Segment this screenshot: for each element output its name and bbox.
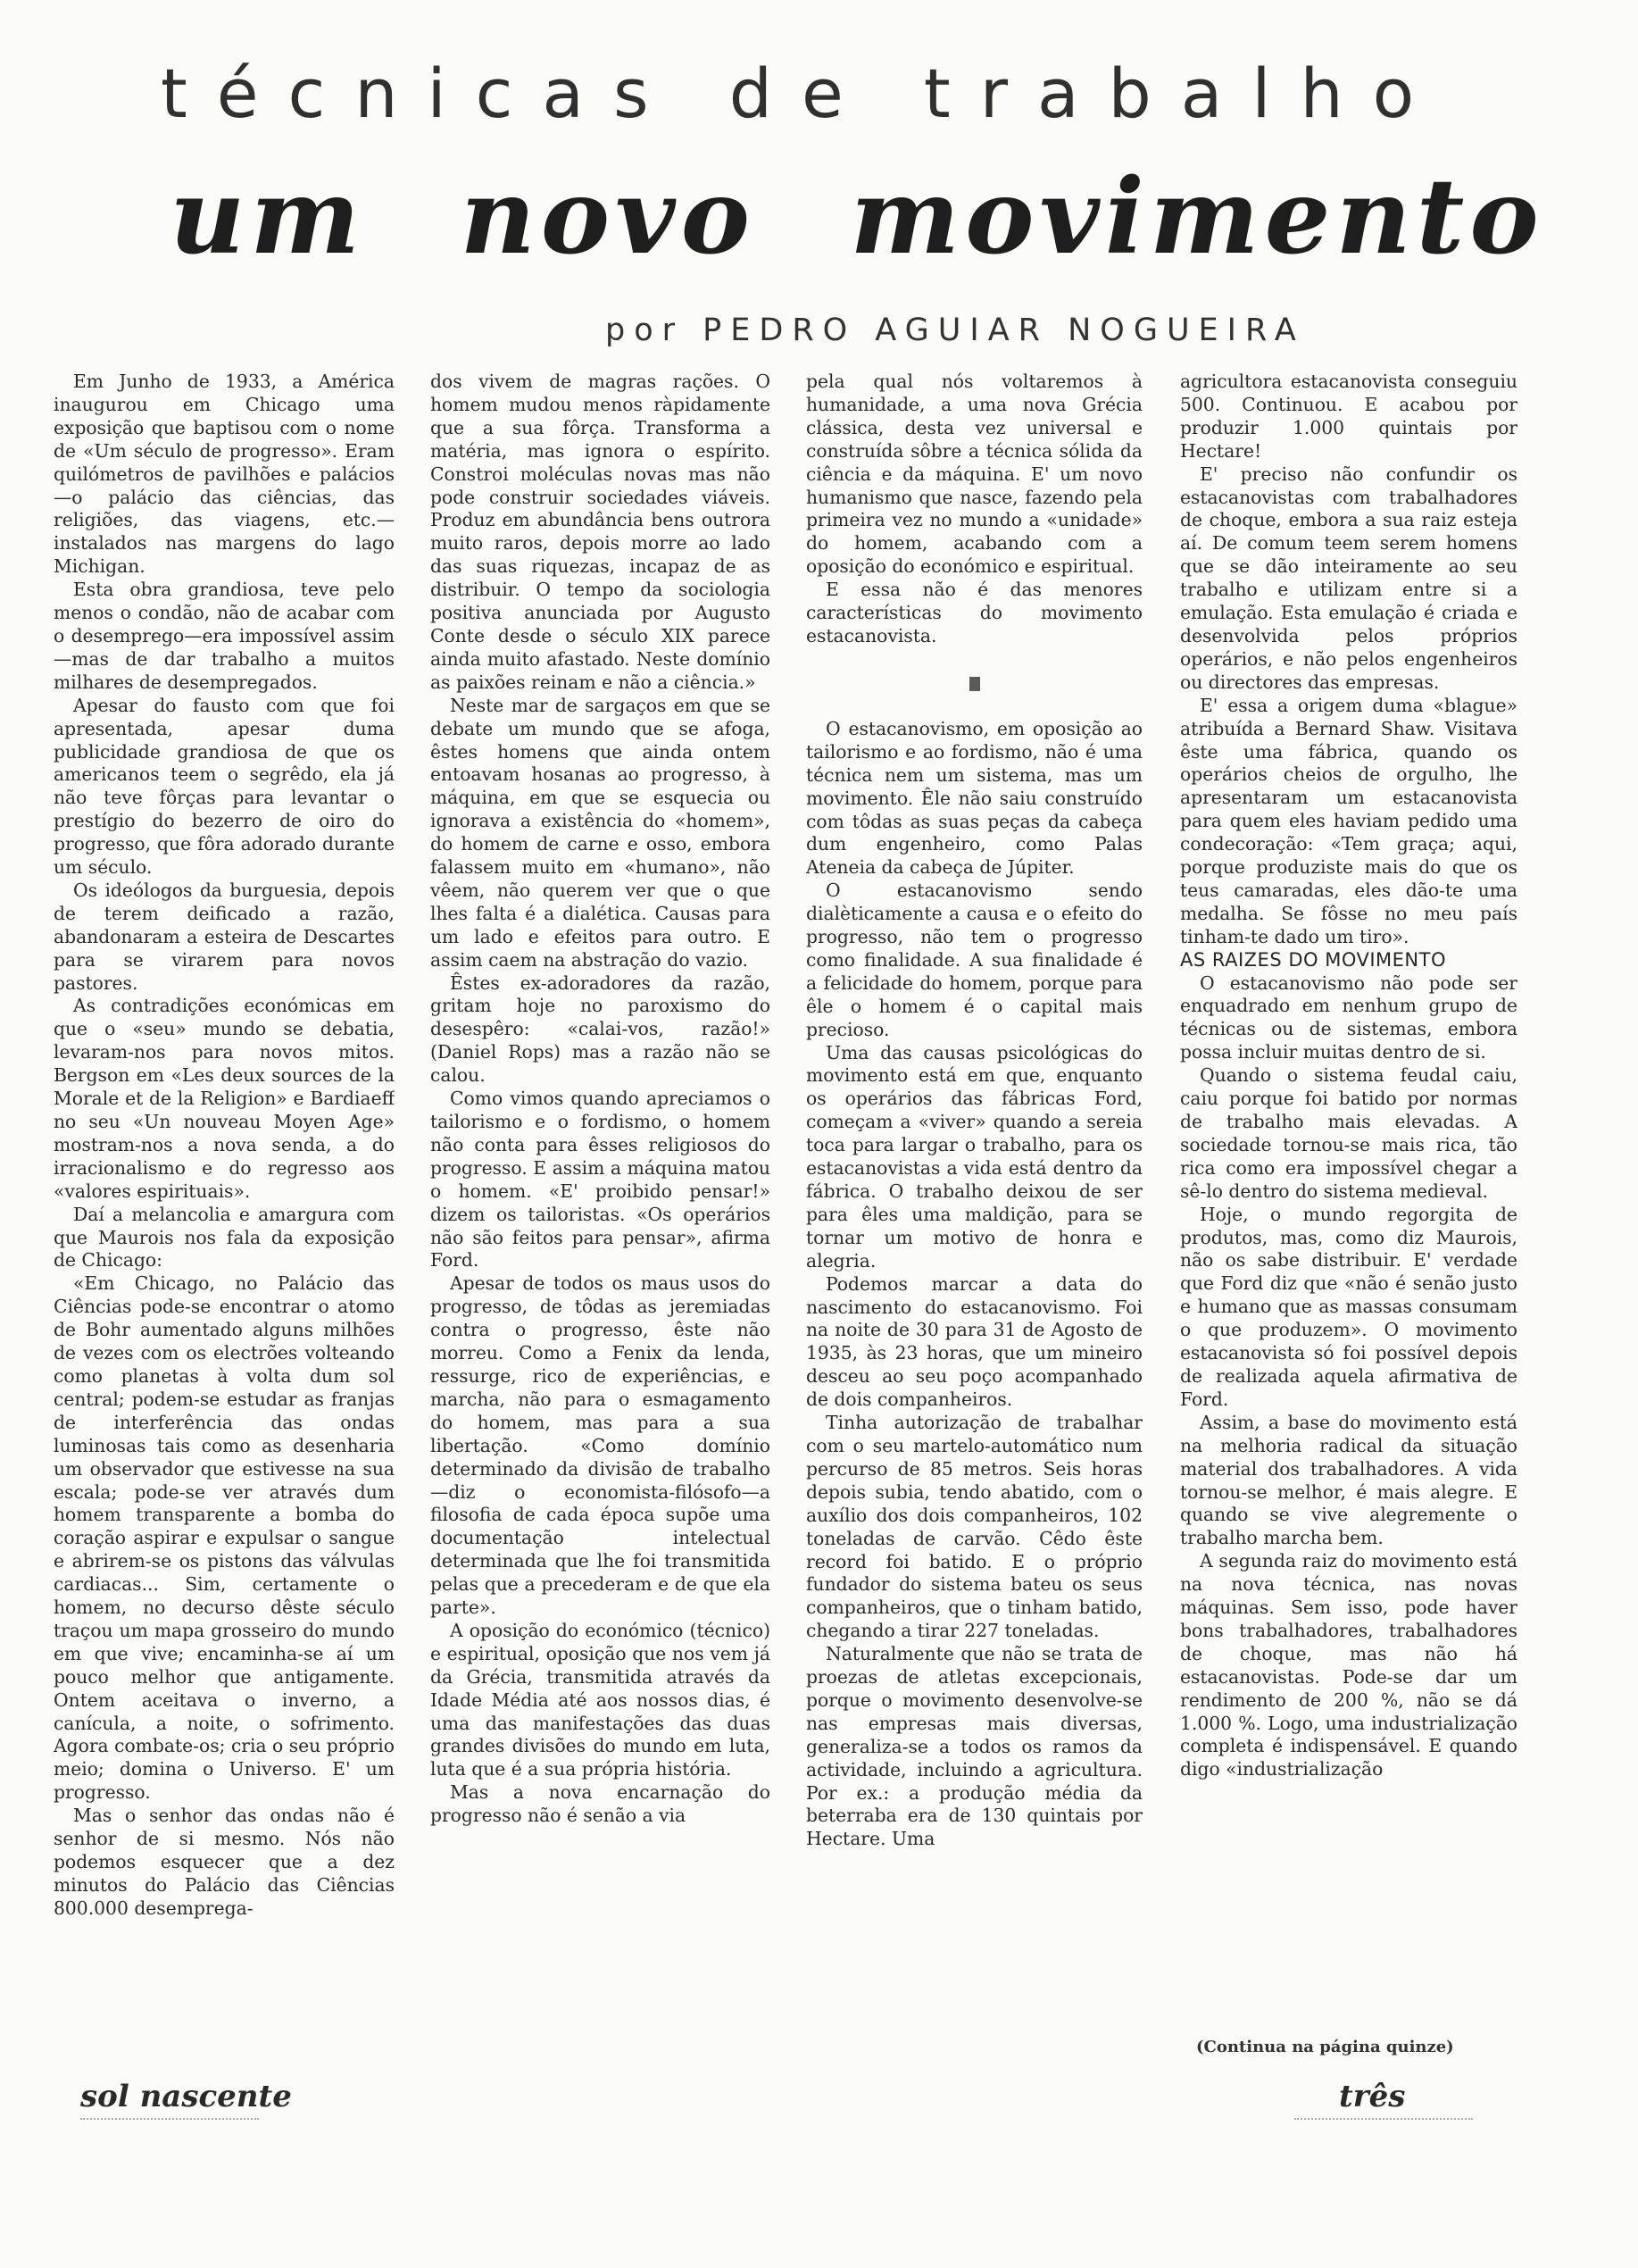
paragraph: dos vivem de magras rações. O homem mudou menos ràpidamente que a sua fôrça. Transforma a matéria, mas ignora o espírito. Constroi moléculas novas mas não pode construir sociedades viáveis. Produz em abundância bens outrora muito raros, depois morre ao lado das suas riquezas, incapaz de as distribuir. O tempo da sociologia positiva anunciada por Augusto Conte desde o século XIX parece ainda muito afastado. Neste domínio as paixões reinam e não a ciência.»	[430, 371, 770, 693]
paragraph: A oposição do económico (técnico) e espiritual, oposição que nos vem já da Grécia, transmitida através da Idade Média até aos nossos dias, é uma das manifestações das duas grandes divisões do mundo em luta, luta que é a sua própria história.	[430, 1619, 770, 1780]
author-byline: por PEDRO AGUIAR NOGUEIRA	[605, 313, 1305, 348]
paragraph: Podemos marcar a data do nascimento do estacanovismo. Foi na noite de 30 para 31 de Agosto de 1935, às 23 horas, que um mineiro desceu ao seu poço acompanhado de dois companheiros.	[806, 1272, 1143, 1411]
paragraph: Daí a melancolia e amargura com que Maurois nos fala da exposição de Chicago:	[54, 1203, 395, 1272]
paragraph: E' preciso não confundir os estacanovistas com trabalhadores de choque, embora a sua raiz esteja aí. De comum teem serem homens que se dão inteiramente ao seu trabalho e utilizam entre si a emulação. Esta emulação é criada e desenvolvida pelos próprios operários, e não pelos engenheiros ou directores das empresas.	[1180, 463, 1517, 693]
article-column-2	[430, 371, 770, 2063]
article-headline: um novo movimento	[170, 156, 1544, 278]
paragraph: Êstes ex-adoradores da razão, gritam hoje no paroxismo do desespêro: «calai-vos, razão!» (Daniel Rops) mas a razão não se calou.	[430, 971, 770, 1087]
paragraph: E' essa a origem duma «blague» atribuída a Bernard Shaw. Visitava êste uma fábrica, quando os operários cheios de orgulho, lhe apresentaram um estacanovista para quem eles haviam pedido uma condecoração: «Tem graça; aqui, porque produziste mais do que os teus camaradas, eles dão-te uma medalha. Se fôsse no meu país tinham-te dado um tiro».	[1180, 694, 1517, 947]
paragraph: Neste mar de sargaços em que se debate um mundo que se afoga, êstes homens que ainda ontem entoavam hosanas ao progresso, à máquina, em que se esquecia ou ignorava a existência do «homem», do homem de carne e osso, embora falassem muito em «humano», não vêem, não querem ver que o que lhes falta é a dialética. Causas para um lado e efeitos para outro. E assim caem na abstração do vazio.	[430, 694, 770, 971]
section-subheading: AS RAIZES DO MOVIMENTO	[1180, 948, 1446, 971]
article-column-1	[54, 371, 395, 2063]
footer-rule	[1294, 2118, 1473, 2122]
paragraph: agricultora estacanovista conseguiu 500. Continuou. E acabou por produzir 1.000 quintais por Hectare!	[1180, 371, 1517, 462]
paragraph: Mas a nova encarnação do progresso não é senão a via	[430, 1781, 770, 1827]
paragraph: A segunda raiz do movimento está na nova técnica, nas novas máquinas. Sem isso, pode haver bons trabalhadores, trabalhadores de choque, mas não há estacanovistas. Pode-se dar um rendimento de 200 %, não se dá 1.000 %. Logo, uma industrialização completa é indispensável. E quando digo «industrialização	[1180, 1550, 1517, 1780]
paragraph: Tinha autorização de trabalhar com o seu martelo-automático num percurso de 85 metros. Seis horas depois subia, tendo abatido, com o auxílio dos dois companheiros, 102 toneladas de carvão. Cêdo êste record foi batido. E o próprio fundador do sistema bateu os seus companheiros, que o tinham batido, chegando a tirar 227 toneladas.	[806, 1412, 1143, 1642]
paragraph: Mas o senhor das ondas não é senhor de si mesmo. Nós não podemos esquecer que a dez minutos do Palácio das Ciências 800.000 desemprega-	[54, 1805, 395, 1919]
paragraph: Uma das causas psicológicas do movimento está em que, enquanto os operários das fábricas Ford, começam a «viver» quando a sereia toca para largar o trabalho, para os estacanovistas a vida está dentro da fábrica. O trabalho deixou de ser para êles uma maldição, para se tornar um motivo de honra e alegria.	[806, 1041, 1143, 1272]
paragraph: Quando o sistema feudal caiu, caiu porque foi batido por normas de trabalho mais elevadas. A sociedade tornou-se mais rica, tão rica como era impossível chegar a sê-lo dentro do sistema medieval.	[1180, 1064, 1517, 1202]
paragraph: Assim, a base do movimento está na melhoria radical da situação material dos trabalhadores. A vida tornou-se melhor, é mais alegre. E quando se vive alegremente o trabalho marcha bem.	[1180, 1411, 1517, 1549]
footer-page-number: três	[1339, 2079, 1406, 2114]
paragraph: E essa não é das menores características do movimento estacanovista.	[806, 579, 1143, 646]
section-separator	[969, 677, 980, 691]
paragraph: As contradições económicas em que o «seu» mundo se debatia, levaram-nos para novos mitos. Bergson em «Les deux sources de la Morale et de la Religion» e Bardiaeff no seu «Un nouveau Moyen Age» mostram-nos a nova senda, a do irracionalismo e do regresso aos «valores espirituais».	[54, 995, 395, 1202]
paragraph: «Em Chicago, no Palácio das Ciências pode-se encontrar o atomo de Bohr aumentado alguns milhões de vezes com os electrões volteando como planetas à volta dum sol central; podem-se estudar as franjas de interferência das ondas luminosas tais como as desenharia um observador que estivesse na sua escala; pode-se ver através dum homem transparente a bomba do coração aspirar e expulsar o sangue e abrirem-se os pistons das válvulas cardiacas... Sim, certamente o homem, no decurso dêste século traçou um mapa grosseiro do mundo em que vive; encaminha-se aí um pouco melhor que antigamente. Ontem aceitava o inverno, a canícula, a noite, o sofrimento. Agora combate-os; cria o seu próprio meio; domina o Universo. E' um progresso.	[54, 1272, 395, 1804]
paragraph: O estacanovismo, em oposição ao tailorismo e ao fordismo, não é uma técnica nem um sistema, mas um movimento. Êle não saiu construído com tôdas as suas peças da cabeça dum engenheiro, como Palas Ateneia da cabeça de Júpiter.	[806, 717, 1143, 879]
paragraph: Os ideólogos da burguesia, depois de terem deificado a razão, abandonaram a esteira de Descartes para se virarem para novos pastores.	[54, 879, 395, 994]
section-kicker: técnicas de trabalho	[161, 54, 1444, 133]
paragraph: O estacanovismo sendo dialèticamente a causa e o efeito do progresso, não tem o progresso como finalidade. A sua finalidade é a felicidade do homem, porque para êle o homem é o capital mais precioso.	[806, 880, 1143, 1040]
paragraph: Apesar de todos os maus usos do progresso, de tôdas as jeremiadas contra o progresso, êste não morreu. Como a Fenix da lenda, ressurge, rico de experiências, e marcha, não para o esmagamento do homem, mas para a sua libertação. «Como domínio determinado da divisão de trabalho—diz o economista-filósofo—a filosofia de cada época supõe uma documentação intelectual determinada que lhe foi transmitida pelas que a precederam e de que ela parte».	[430, 1272, 770, 1619]
article-column-3	[806, 371, 1143, 2063]
paragraph: Em Junho de 1933, a América inaugurou em Chicago uma exposição que baptisou com o nome de «Um século de progresso». Eram quilómetros de pavilhões e palácios—o palácio das ciências, das religiões, das viagens, etc.—instalados nas margens do lago Michigan.	[54, 371, 395, 578]
paragraph: O estacanovismo não pode ser enquadrado em nenhum grupo de técnicas ou de sistemas, embora possa incluir muitas dentro de si.	[1180, 971, 1517, 1063]
paragraph: pela qual nós voltaremos à humanidade, a uma nova Grécia clássica, desta vez universal e construída sôbre a técnica sólida da ciência e da máquina. E' um novo humanismo que nasce, fazendo pela primeira vez no mundo a «unidade» do homem, acabando com a oposição do económico e espiritual.	[806, 371, 1143, 578]
continued-note: (Continua na página quinze)	[1196, 2038, 1454, 2056]
article-column-4	[1180, 371, 1517, 2063]
footer-publication-name: sol nascente	[80, 2079, 292, 2114]
paragraph: Apesar do fausto com que foi apresentada, apesar duma publicidade grandiosa de que os americanos teem o segrêdo, ela já não teve fôrças para levantar o prestígio do bezerro de oiro do progresso, que fôra adorado durante um século.	[54, 694, 395, 879]
paragraph: Naturalmente que não se trata de proezas de atletas excepcionais, porque o movimento desenvolve-se nas empresas mais diversas, generaliza-se a todos os ramos da actividade, incluindo a agricultura. Por ex.: a produção média da beterraba era de 130 quintais por Hectare. Uma	[806, 1643, 1143, 1850]
paragraph: Como vimos quando apreciamos o tailorismo e o fordismo, o homem não conta para êsses religiosos do progresso. E assim a máquina matou o homem. «E' proibido pensar!» dizem os tailoristas. «Os operários não são feitos para pensar», afirma Ford.	[430, 1088, 770, 1272]
paragraph: Hoje, o mundo regorgita de produtos, mas, como diz Maurois, não os sabe distribuir. E' verdade que Ford diz que «não é senão justo e humano que as massas consumam o que produzem». O movimento estacanovista só foi possível depois de realizada aquela afirmativa de Ford.	[1180, 1203, 1517, 1410]
paragraph: Esta obra grandiosa, teve pelo menos o condão, não de acabar com o desemprego—era impossível assim—mas de dar trabalho a muitos milhares de desempregados.	[54, 579, 395, 693]
footer-rule	[80, 2118, 259, 2122]
